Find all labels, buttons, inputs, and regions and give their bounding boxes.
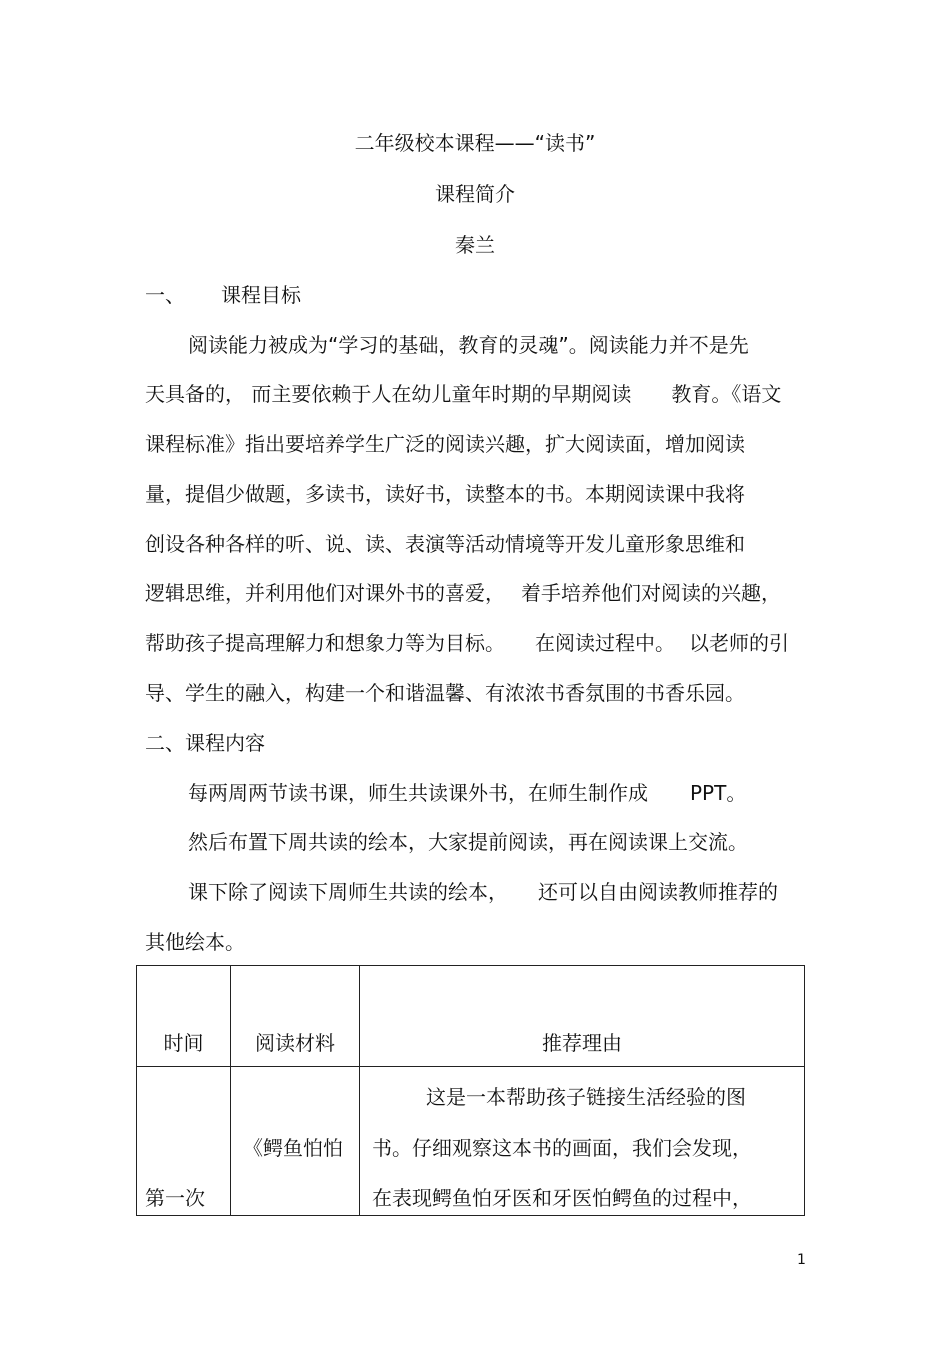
paragraph-line: 阅读能力被成为“学习的基础，教育的灵魂”。阅读能力并不是先: [188, 333, 749, 357]
paragraph-line: 课下除了阅读下周师生共读的绘本， 还可以自由阅读教师推荐的: [188, 880, 778, 904]
paragraph-line: 课程标准》指出要培养学生广泛的阅读兴趣，扩大阅读面，增加阅读: [145, 432, 745, 456]
reading-plan-table: [136, 965, 805, 1216]
paragraph-line: 逻辑思维，并利用他们对课外书的喜爱， 着手培养他们对阅读的兴趣，: [145, 581, 781, 605]
page-number: 1: [797, 1252, 806, 1268]
table-header-row: [137, 966, 805, 1067]
cell-reason: 这是一本帮助孩子链接生活经验的图 书。仔细观察这本书的画面，我们会发现， 在表现鳄鱼怕牙医和牙医怕鳄鱼的过程中，: [360, 1067, 805, 1216]
paragraph-line: 其他绘本。: [145, 930, 245, 954]
paragraph-line: 创设各种各样的听、说、读、表演等活动情境等开发儿童形象思维和: [145, 532, 745, 556]
paragraph-line: 每两周两节读书课，师生共读课外书，在师生制作成 PPT。: [188, 781, 747, 805]
section1-heading-num: 一、: [145, 283, 185, 307]
header-reason: 推荐理由: [360, 966, 805, 1067]
document-subtitle: 课程简介: [435, 182, 515, 206]
section1-heading: [145, 282, 301, 308]
header-time: 时间: [137, 966, 231, 1067]
header-material: 阅读材料: [231, 966, 360, 1067]
section1-heading-text: 课程目标: [221, 283, 301, 307]
section2-heading: 二、课程内容: [145, 731, 265, 755]
paragraph-line: 导、学生的融入，构建一个和谐温馨、有浓浓书香氛围的书香乐园。: [145, 681, 745, 705]
paragraph-line: 帮助孩子提高理解力和想象力等为目标。 在阅读过程中。 以老师的引: [145, 631, 789, 655]
paragraph-line: 天具备的， 而主要依赖于人在幼儿童年时期的早期阅读 教育。《语文: [145, 382, 782, 406]
table-row: [137, 1067, 805, 1216]
paragraph-line: 然后布置下周共读的绘本，大家提前阅读，再在阅读课上交流。: [188, 830, 748, 854]
cell-time: 第一次: [137, 1067, 231, 1216]
document-author: 秦兰: [455, 233, 495, 257]
document-title: 二年级校本课程——“读书”: [354, 131, 596, 155]
paragraph-line: 量，提倡少做题，多读书，读好书，读整本的书。本期阅读课中我将: [145, 482, 745, 506]
cell-material: 《鳄鱼怕怕: [231, 1067, 360, 1216]
